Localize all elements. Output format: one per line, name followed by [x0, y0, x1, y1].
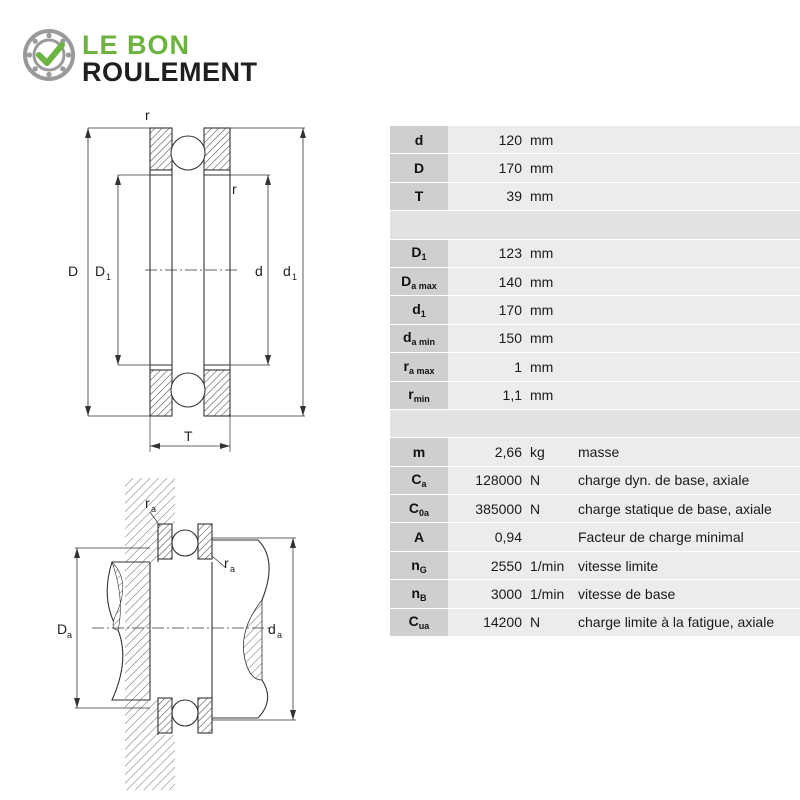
spec-row [390, 296, 800, 324]
spec-description [574, 381, 800, 409]
spec-row [390, 580, 800, 608]
spec-row [390, 438, 800, 466]
spec-row [390, 239, 800, 267]
spec-value: 1,1 [448, 381, 526, 409]
spec-unit: N [526, 495, 574, 523]
spec-value: 140 [448, 267, 526, 295]
spec-unit: mm [526, 381, 574, 409]
spec-unit: N [526, 608, 574, 636]
spec-symbol-main: C [411, 471, 422, 488]
label-T: T [184, 428, 193, 444]
spec-row [390, 126, 800, 154]
spec-unit: mm [526, 324, 574, 352]
spec-description [574, 324, 800, 352]
label-da: d [268, 621, 276, 637]
spec-description: charge statique de base, axiale [574, 495, 800, 523]
spec-row [390, 324, 800, 352]
spec-value: 2,66 [448, 438, 526, 466]
spec-unit: kg [526, 438, 574, 466]
spec-description: Facteur de charge minimal [574, 523, 800, 551]
spec-description [574, 353, 800, 381]
spacer-cell [448, 409, 526, 437]
spec-symbol-subscript: 0a [419, 507, 430, 518]
spec-unit: mm [526, 353, 574, 381]
spec-description: masse [574, 438, 800, 466]
label-D1-sub: 1 [106, 272, 112, 282]
logo-text-line2: ROULEMENT [82, 57, 258, 87]
spacer-cell [526, 409, 574, 437]
spec-row [390, 182, 800, 210]
spacer-cell [448, 211, 526, 239]
spec-symbol [390, 267, 448, 295]
spec-description: charge dyn. de base, axiale [574, 466, 800, 494]
label-Da-sub: a [67, 630, 73, 640]
logo-text-line1: LE BON [82, 30, 191, 60]
spec-unit: mm [526, 267, 574, 295]
label-r-top: r [145, 107, 150, 123]
bearing-section-view [88, 128, 305, 452]
spec-symbol [390, 551, 448, 579]
spec-spacer-row [390, 211, 800, 239]
spacer-cell [390, 409, 448, 437]
spec-symbol [390, 296, 448, 324]
spec-symbol [390, 324, 448, 352]
spec-symbol [390, 154, 448, 182]
spec-description [574, 126, 800, 154]
spec-symbol [390, 580, 448, 608]
spec-description [574, 239, 800, 267]
spec-symbol-main: C [408, 499, 420, 516]
spec-symbol-main: r [408, 386, 414, 403]
spec-symbol-subscript: a max [408, 365, 435, 376]
spacer-cell [526, 211, 574, 239]
spec-row [390, 495, 800, 523]
spec-value: 123 [448, 239, 526, 267]
spec-value: 150 [448, 324, 526, 352]
spec-symbol-main: d [412, 301, 421, 318]
label-ra-right: r [224, 555, 229, 571]
spec-unit: mm [526, 126, 574, 154]
spec-symbol-main: d [414, 131, 424, 148]
spec-description [574, 267, 800, 295]
label-Da: D [57, 621, 68, 637]
spec-symbol [390, 438, 448, 466]
spec-symbol [390, 353, 448, 381]
spec-value: 170 [448, 154, 526, 182]
spec-value: 3000 [448, 580, 526, 608]
mounting-view [75, 478, 296, 790]
spec-symbol-subscript: 1 [421, 252, 427, 263]
spacer-cell [574, 211, 800, 239]
spec-row [390, 154, 800, 182]
spec-value: 170 [448, 296, 526, 324]
spec-value: 1 [448, 353, 526, 381]
spec-unit: 1/min [526, 580, 574, 608]
spec-unit: 1/min [526, 551, 574, 579]
spec-symbol-main: A [413, 529, 425, 546]
spec-value: 39 [448, 182, 526, 210]
label-d: d [255, 263, 263, 279]
spec-symbol [390, 182, 448, 210]
spec-unit: mm [526, 239, 574, 267]
spec-row [390, 267, 800, 295]
label-ra-top-sub: a [151, 504, 157, 514]
label-ra-top: r [145, 495, 150, 511]
spacer-cell [390, 211, 448, 239]
spec-unit: N [526, 466, 574, 494]
spec-symbol [390, 239, 448, 267]
spec-row [390, 353, 800, 381]
spec-value: 385000 [448, 495, 526, 523]
spec-symbol-subscript: min [413, 394, 430, 405]
spec-symbol-subscript: a min [411, 337, 436, 348]
spec-symbol-subscript: B [420, 592, 427, 603]
bearing-check-icon [22, 28, 76, 82]
bearing-technical-drawing [50, 100, 380, 790]
spec-symbol [390, 495, 448, 523]
spec-symbol-subscript: a max [411, 280, 437, 291]
spec-value: 2550 [448, 551, 526, 579]
spec-value: 120 [448, 126, 526, 154]
label-d1-sub: 1 [292, 272, 298, 282]
spec-symbol-main: m [412, 443, 426, 460]
spec-description [574, 296, 800, 324]
spec-symbol [390, 466, 448, 494]
brand-logo [22, 26, 302, 88]
spec-description [574, 182, 800, 210]
spec-description: charge limite à la fatigue, axiale [574, 608, 800, 636]
spec-symbol-main: C [408, 613, 419, 630]
spec-symbol-main: D [401, 272, 412, 289]
spec-symbol-main: T [414, 188, 424, 205]
spec-symbol-subscript: 1 [420, 309, 426, 320]
spec-value: 14200 [448, 608, 526, 636]
label-D1: D [95, 263, 106, 279]
spec-symbol [390, 523, 448, 551]
spec-symbol-subscript: a [421, 479, 427, 490]
spec-symbol-main: d [402, 329, 412, 346]
spec-row [390, 551, 800, 579]
label-r-right: r [232, 181, 237, 197]
spec-row [390, 523, 800, 551]
spec-row [390, 608, 800, 636]
spec-symbol-main: n [411, 556, 420, 573]
spec-symbol-main: D [411, 244, 422, 261]
spec-value: 128000 [448, 466, 526, 494]
spec-row [390, 466, 800, 494]
spec-description [574, 154, 800, 182]
label-ra-right-sub: a [230, 564, 236, 574]
spec-symbol [390, 126, 448, 154]
spec-value: 0,94 [448, 523, 526, 551]
spec-symbol-subscript: ua [418, 621, 430, 632]
spacer-cell [574, 409, 800, 437]
spec-row [390, 381, 800, 409]
spec-unit [526, 523, 574, 551]
label-da-sub: a [277, 630, 283, 640]
spec-description: vitesse limite [574, 551, 800, 579]
spec-unit: mm [526, 296, 574, 324]
label-D: D [68, 263, 79, 279]
spec-symbol-main: r [403, 357, 409, 374]
spec-spacer-row [390, 409, 800, 437]
specifications-table [390, 126, 800, 637]
spec-unit: mm [526, 182, 574, 210]
spec-symbol-main: n [411, 584, 421, 601]
specifications-table-body [390, 126, 800, 637]
spec-description: vitesse de base [574, 580, 800, 608]
spec-unit: mm [526, 154, 574, 182]
spec-symbol-main: D [413, 160, 425, 177]
label-d1: d [283, 263, 291, 279]
spec-symbol-subscript: G [419, 564, 427, 575]
spec-symbol [390, 608, 448, 636]
spec-symbol [390, 381, 448, 409]
